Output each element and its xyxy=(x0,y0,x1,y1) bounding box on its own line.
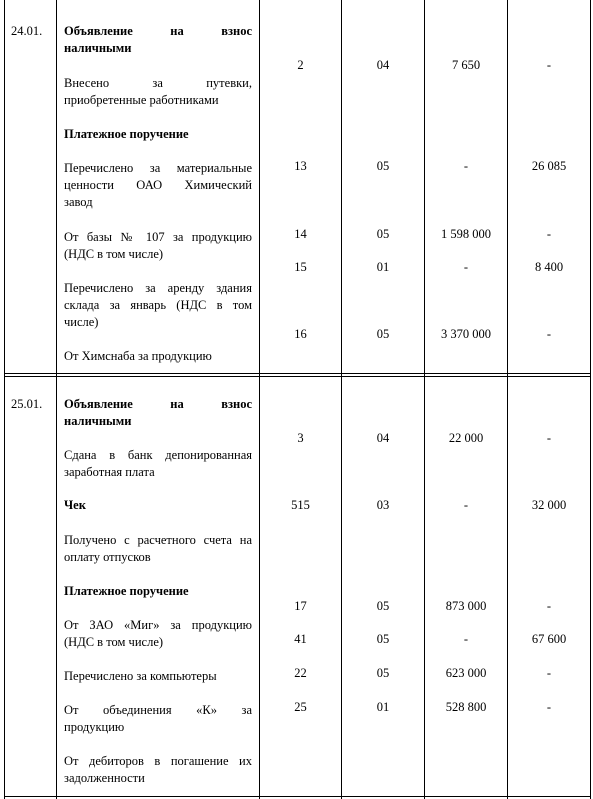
income-amount-cell: 3 370 000 xyxy=(441,327,491,341)
expense-amount-cell: - xyxy=(546,666,552,680)
account-code-cell: 05 xyxy=(376,227,390,241)
expense-amount-cell: 32 000 xyxy=(531,498,567,512)
document-type-title: Платежное поручение xyxy=(64,127,189,141)
income-amount-cell: - xyxy=(463,498,469,512)
doc-number-cell: 13 xyxy=(294,159,307,173)
column-divider xyxy=(590,0,591,799)
document-type-title: наличными xyxy=(64,41,132,55)
description-line: ценности ОАО Химический xyxy=(64,178,252,192)
expense-amount-cell: - xyxy=(546,599,552,613)
account-code-cell: 03 xyxy=(376,498,390,512)
expense-amount-cell: - xyxy=(546,327,552,341)
operation-description xyxy=(64,497,252,514)
account-code-cell: 05 xyxy=(376,666,390,680)
account-code-cell: 05 xyxy=(376,159,390,173)
description-line: (НДС в том числе) xyxy=(64,635,164,649)
expense-amount-cell: - xyxy=(546,700,552,714)
expense-amount-cell: - xyxy=(546,58,552,72)
doc-number-cell: 16 xyxy=(294,327,307,341)
income-amount-cell: 22 000 xyxy=(448,431,484,445)
operation-description xyxy=(64,583,252,600)
expense-amount-cell: - xyxy=(546,227,552,241)
description-line: оплату отпусков xyxy=(64,550,151,564)
account-code-cell: 05 xyxy=(376,599,390,613)
operation-description xyxy=(64,617,252,651)
description-line: продукцию xyxy=(64,720,125,734)
expense-amount-cell: 26 085 xyxy=(531,159,567,173)
operation-description xyxy=(64,447,252,481)
description-line: Сдана в банк депонированная xyxy=(64,448,252,462)
doc-number-cell: 17 xyxy=(294,599,307,613)
description-line: От базы № 107 за продукцию xyxy=(64,230,252,244)
operation-description xyxy=(64,396,252,430)
operation-description xyxy=(64,702,252,736)
income-amount-cell: 623 000 xyxy=(445,666,487,680)
operation-description xyxy=(64,280,252,331)
income-amount-cell: 873 000 xyxy=(445,599,487,613)
description-line: Внесено за путевки, xyxy=(64,76,252,90)
doc-number-cell: 41 xyxy=(294,632,307,646)
column-divider xyxy=(56,0,57,799)
operation-description xyxy=(64,75,252,109)
description-line: числе) xyxy=(64,315,99,329)
expense-amount-cell: 8 400 xyxy=(534,260,564,274)
income-amount-cell: - xyxy=(463,260,469,274)
description-line: приобретенные работниками xyxy=(64,93,219,107)
account-code-cell: 05 xyxy=(376,632,390,646)
operation-description xyxy=(64,348,252,365)
doc-number-cell: 25 xyxy=(294,700,307,714)
income-amount-cell: - xyxy=(463,159,469,173)
account-code-cell: 04 xyxy=(376,431,390,445)
description-line: Получено с расчетного счета на xyxy=(64,533,252,547)
doc-number-cell: 2 xyxy=(297,58,304,72)
account-code-cell: 05 xyxy=(376,327,390,341)
description-line: Перечислено за материальные xyxy=(64,161,252,175)
description-line: заработная плата xyxy=(64,465,155,479)
operation-description xyxy=(64,229,252,263)
income-amount-cell: - xyxy=(463,632,469,646)
account-code-cell: 04 xyxy=(376,58,390,72)
description-line: завод xyxy=(64,195,93,209)
income-amount-cell: 528 800 xyxy=(445,700,487,714)
description-line: От дебиторов в погашение их xyxy=(64,754,252,768)
operation-description xyxy=(64,532,252,566)
doc-number-cell: 22 xyxy=(294,666,307,680)
description-line: склада за январь (НДС в том xyxy=(64,298,252,312)
description-line: От объединения «К» за xyxy=(64,703,252,717)
income-amount-cell: 7 650 xyxy=(451,58,481,72)
description-line: задолженности xyxy=(64,771,145,785)
operation-description xyxy=(64,753,252,787)
document-type-title: Объявление на взнос xyxy=(64,397,252,411)
document-type-title: Объявление на взнос xyxy=(64,24,252,38)
doc-number-cell: 515 xyxy=(291,498,310,512)
description-line: Перечислено за компьютеры xyxy=(64,669,217,683)
doc-number-cell: 3 xyxy=(297,431,304,445)
document-type-title: Платежное поручение xyxy=(64,584,189,598)
doc-number-cell: 15 xyxy=(294,260,307,274)
document-type-title: Чек xyxy=(64,498,86,512)
expense-amount-cell: 67 600 xyxy=(531,632,567,646)
doc-number-cell: 14 xyxy=(294,227,307,241)
document-type-title: наличными xyxy=(64,414,132,428)
expense-amount-cell: - xyxy=(546,431,552,445)
date-cell: 25.01. xyxy=(11,397,43,411)
account-code-cell: 01 xyxy=(376,260,390,274)
operation-description xyxy=(64,126,252,143)
column-divider xyxy=(4,0,5,799)
row-divider xyxy=(4,373,591,374)
income-amount-cell: 1 598 000 xyxy=(441,227,491,241)
description-line: Перечислено за аренду здания xyxy=(64,281,252,295)
account-code-cell: 01 xyxy=(376,700,390,714)
row-divider xyxy=(4,796,591,797)
description-line: От Химснаба за продукцию xyxy=(64,349,212,363)
row-divider xyxy=(4,376,591,377)
operation-description xyxy=(64,23,252,57)
description-line: (НДС в том числе) xyxy=(64,247,164,261)
operation-description xyxy=(64,160,252,211)
description-line: От ЗАО «Миг» за продукцию xyxy=(64,618,252,632)
date-cell: 24.01. xyxy=(11,24,43,38)
operation-description xyxy=(64,668,252,685)
